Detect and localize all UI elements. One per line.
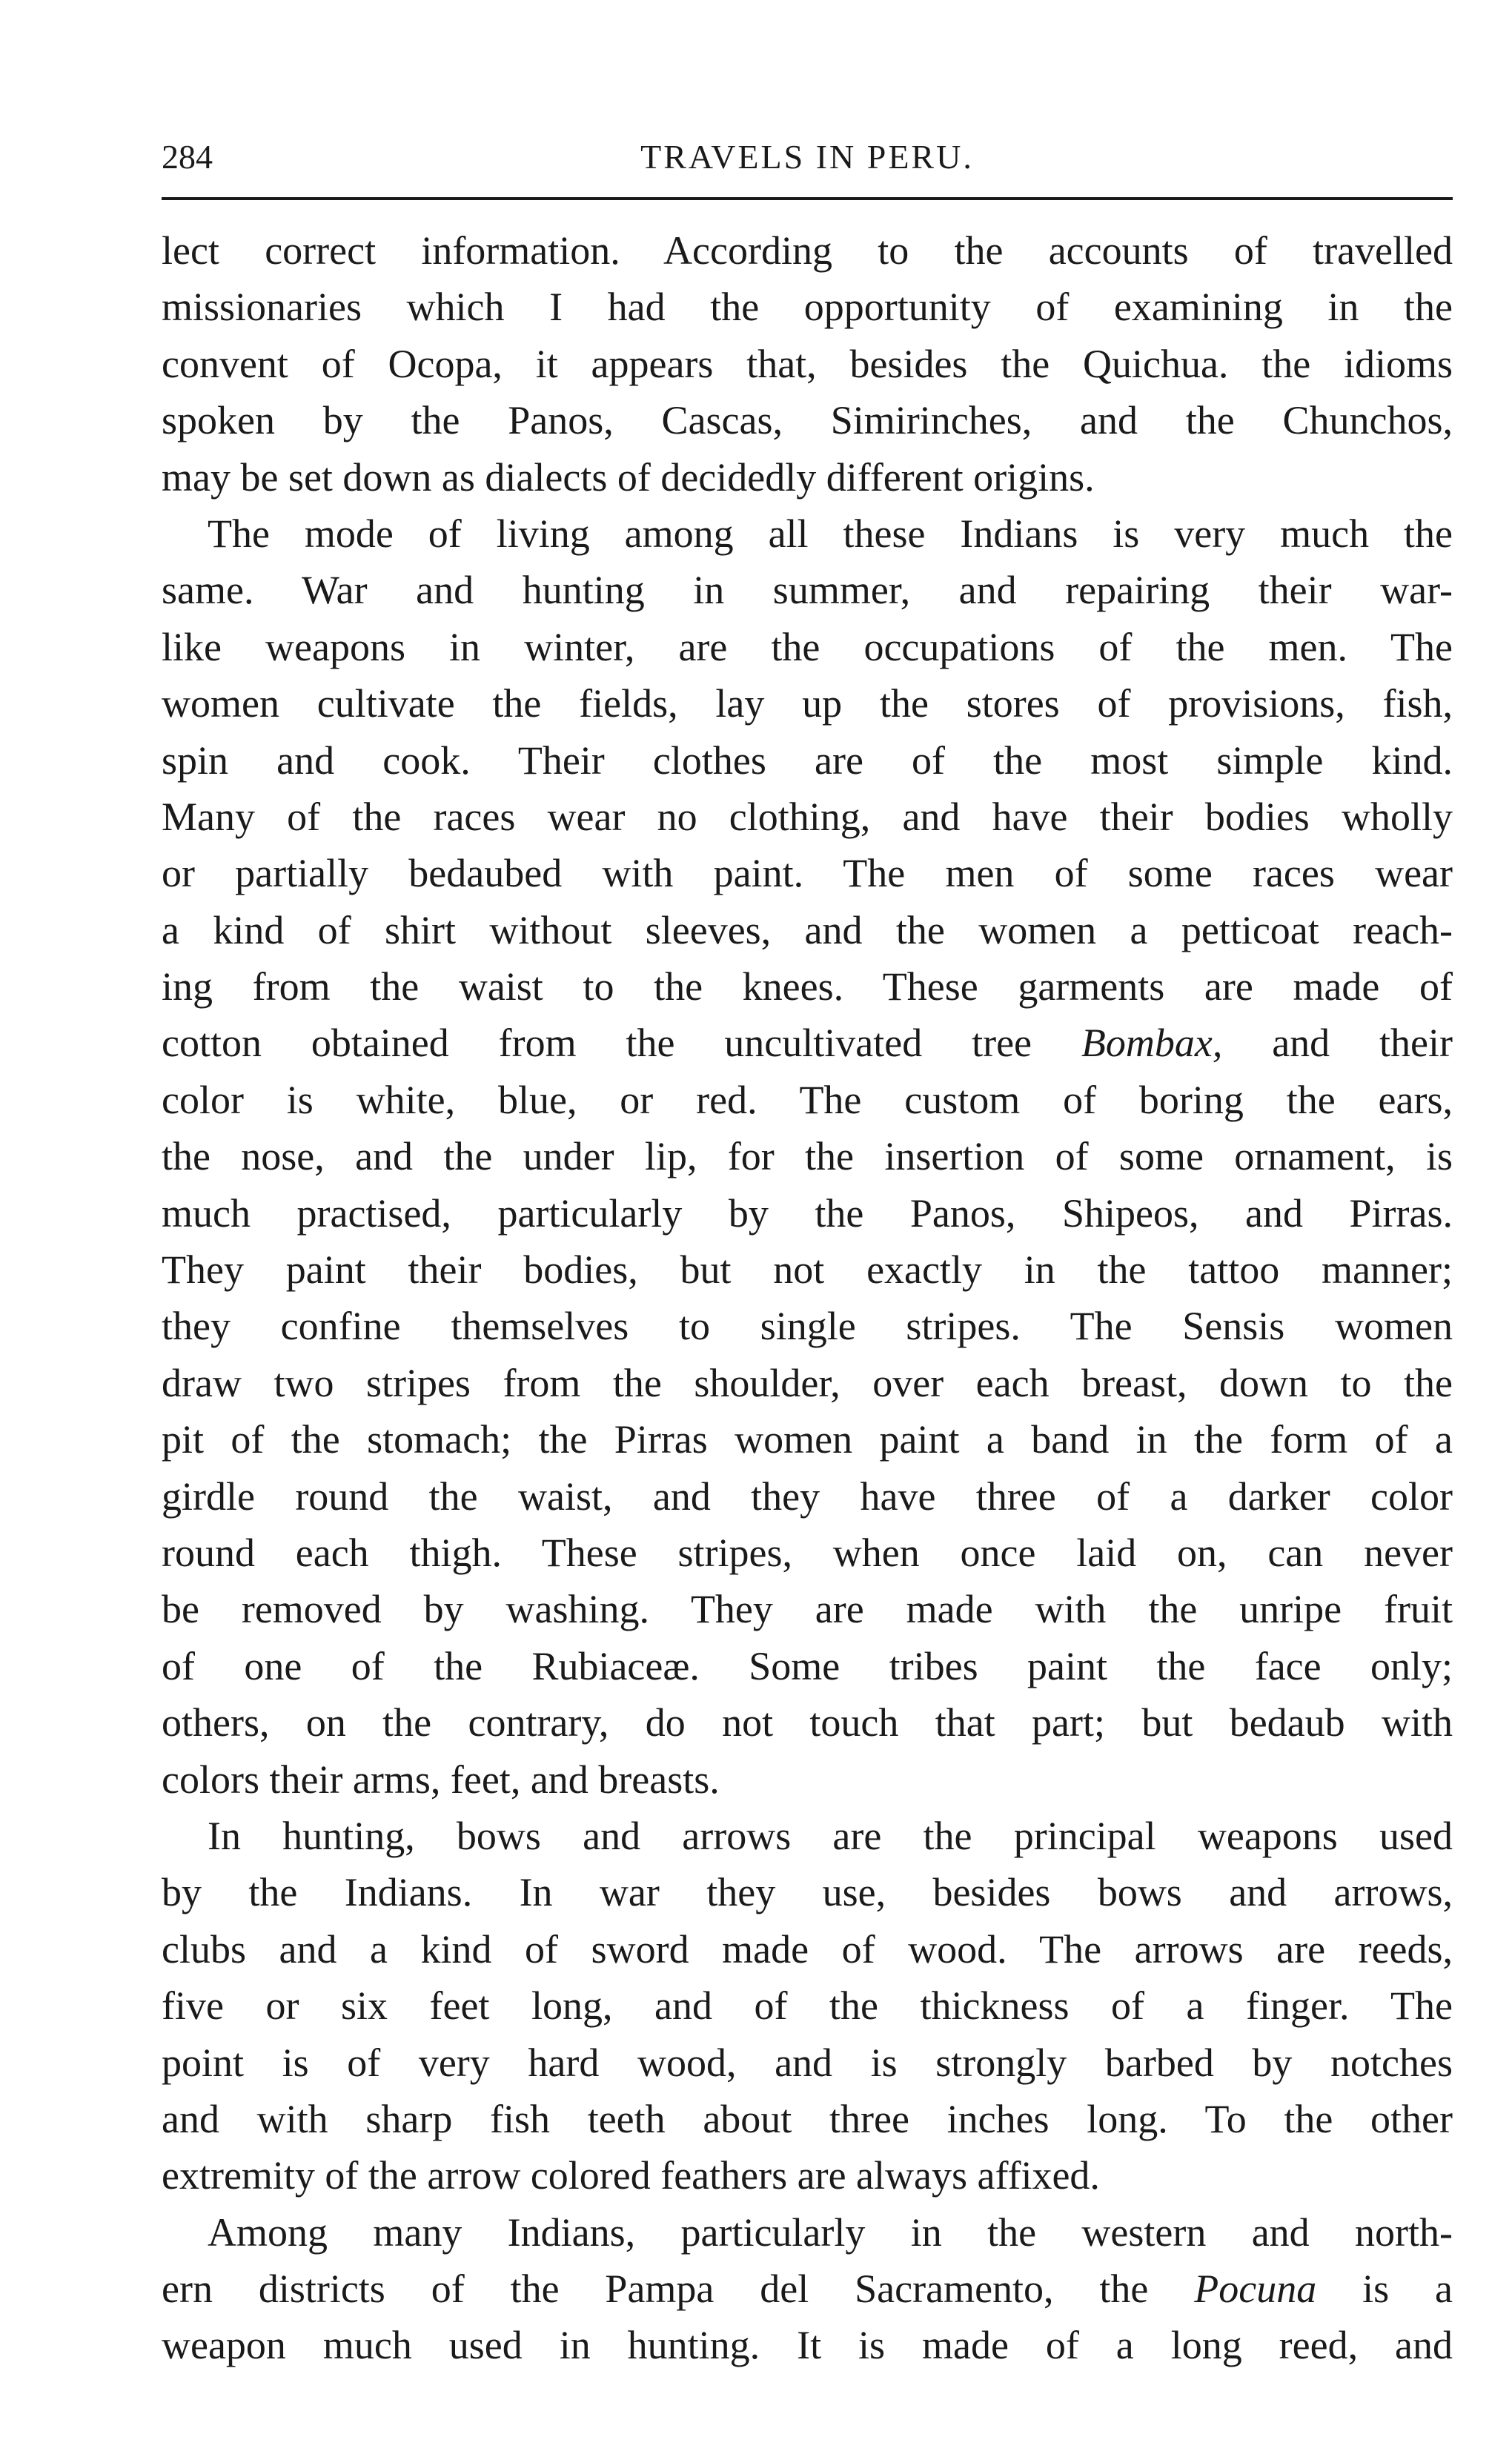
italic-term: Bombax,: [1081, 1021, 1223, 1066]
text-line: the nose, and the under lip, for the insertion of some ornament, is: [162, 1134, 1453, 1179]
text-line: five or six feet long, and of the thickness of a finger. The: [162, 1983, 1453, 2029]
text-line: like weapons in winter, are the occupations of the men. The: [162, 624, 1453, 669]
text-line: others, on the contrary, do not touch that part; but bedaub with: [162, 1700, 1453, 1745]
text-line: point is of very hard wood, and is strongly barbed by notches: [162, 2040, 1453, 2085]
text-line: missionaries which I had the opportunity of examining in the: [162, 285, 1453, 330]
text-line: Many of the races wear no clothing, and have their bodies wholly: [162, 794, 1453, 839]
page-header: [162, 133, 1453, 181]
text-line: The mode of living among all these Indians is very much the: [208, 511, 1453, 556]
text-line: weapon much used in hunting. It is made of a long reed, and: [162, 2323, 1453, 2368]
text-line: spin and cook. Their clothes are of the most simple kind.: [162, 737, 1453, 783]
text-line: They paint their bodies, but not exactly in the tattoo manner;: [162, 1247, 1453, 1293]
text-line: In hunting, bows and arrows are the principal weapons used: [208, 1813, 1453, 1858]
text-segment: is a: [1362, 2267, 1453, 2312]
header-rule: [162, 197, 1453, 200]
text-line: by the Indians. In war they use, besides bows and arrows,: [162, 1870, 1453, 1915]
text-line: may be set down as dialects of decidedly different origins.: [162, 454, 1095, 500]
text-line: round each thigh. These stripes, when once laid on, can never: [162, 1530, 1453, 1575]
text-line: or partially bedaubed with paint. The men of some races wear: [162, 851, 1453, 896]
text-line: colors their arms, feet, and breasts.: [162, 1757, 720, 1802]
page-number: 284: [162, 138, 213, 176]
text-segment: ern districts of the Pampa del Sacramento, the: [162, 2267, 1149, 2312]
text-line: girdle round the waist, and they have three of a darker color: [162, 1473, 1453, 1519]
italic-term: Pocuna: [1194, 2267, 1317, 2312]
text-line: women cultivate the fields, lay up the stores of provisions, fish,: [162, 681, 1453, 726]
text-line: draw two stripes from the shoulder, over each breast, down to the: [162, 1360, 1453, 1405]
text-segment: and their: [1272, 1021, 1453, 1066]
text-line: and with sharp fish teeth about three inches long. To the other: [162, 2096, 1453, 2141]
text-line: Among many Indians, particularly in the western and north-: [208, 2209, 1453, 2255]
running-title: TRAVELS IN PERU.: [640, 138, 974, 176]
text-line: [162, 2261, 1453, 2317]
text-line: convent of Ocopa, it appears that, besides the Quichua. the idioms: [162, 341, 1453, 386]
text-line: ing from the waist to the knees. These garments are made of: [162, 964, 1453, 1009]
text-line: of one of the Rubiaceæ. Some tribes paint the face only;: [162, 1643, 1453, 1688]
text-line: color is white, blue, or red. The custom of boring the ears,: [162, 1077, 1453, 1122]
text-line: they confine themselves to single stripes. The Sensis women: [162, 1304, 1453, 1349]
text-segment: cotton obtained from the uncultivated tree: [162, 1021, 1032, 1066]
text-line: extremity of the arrow colored feathers are always affixed.: [162, 2153, 1100, 2198]
text-line: spoken by the Panos, Cascas, Simirinches, and the Chunchos,: [162, 398, 1453, 443]
text-line: same. War and hunting in summer, and repairing their war-: [162, 568, 1453, 613]
text-line: clubs and a kind of sword made of wood. The arrows are reeds,: [162, 1926, 1453, 1972]
text-line: pit of the stomach; the Pirras women paint a band in the form of a: [162, 1417, 1453, 1462]
text-line: lect correct information. According to the accounts of travelled: [162, 228, 1453, 273]
text-line: much practised, particularly by the Panos, Shipeos, and Pirras.: [162, 1190, 1453, 1236]
body-text: [162, 222, 1453, 2374]
text-line: be removed by washing. They are made with the unripe fruit: [162, 1587, 1453, 1632]
text-line: [162, 1015, 1453, 1071]
text-line: a kind of shirt without sleeves, and the women a petticoat reach-: [162, 907, 1453, 952]
